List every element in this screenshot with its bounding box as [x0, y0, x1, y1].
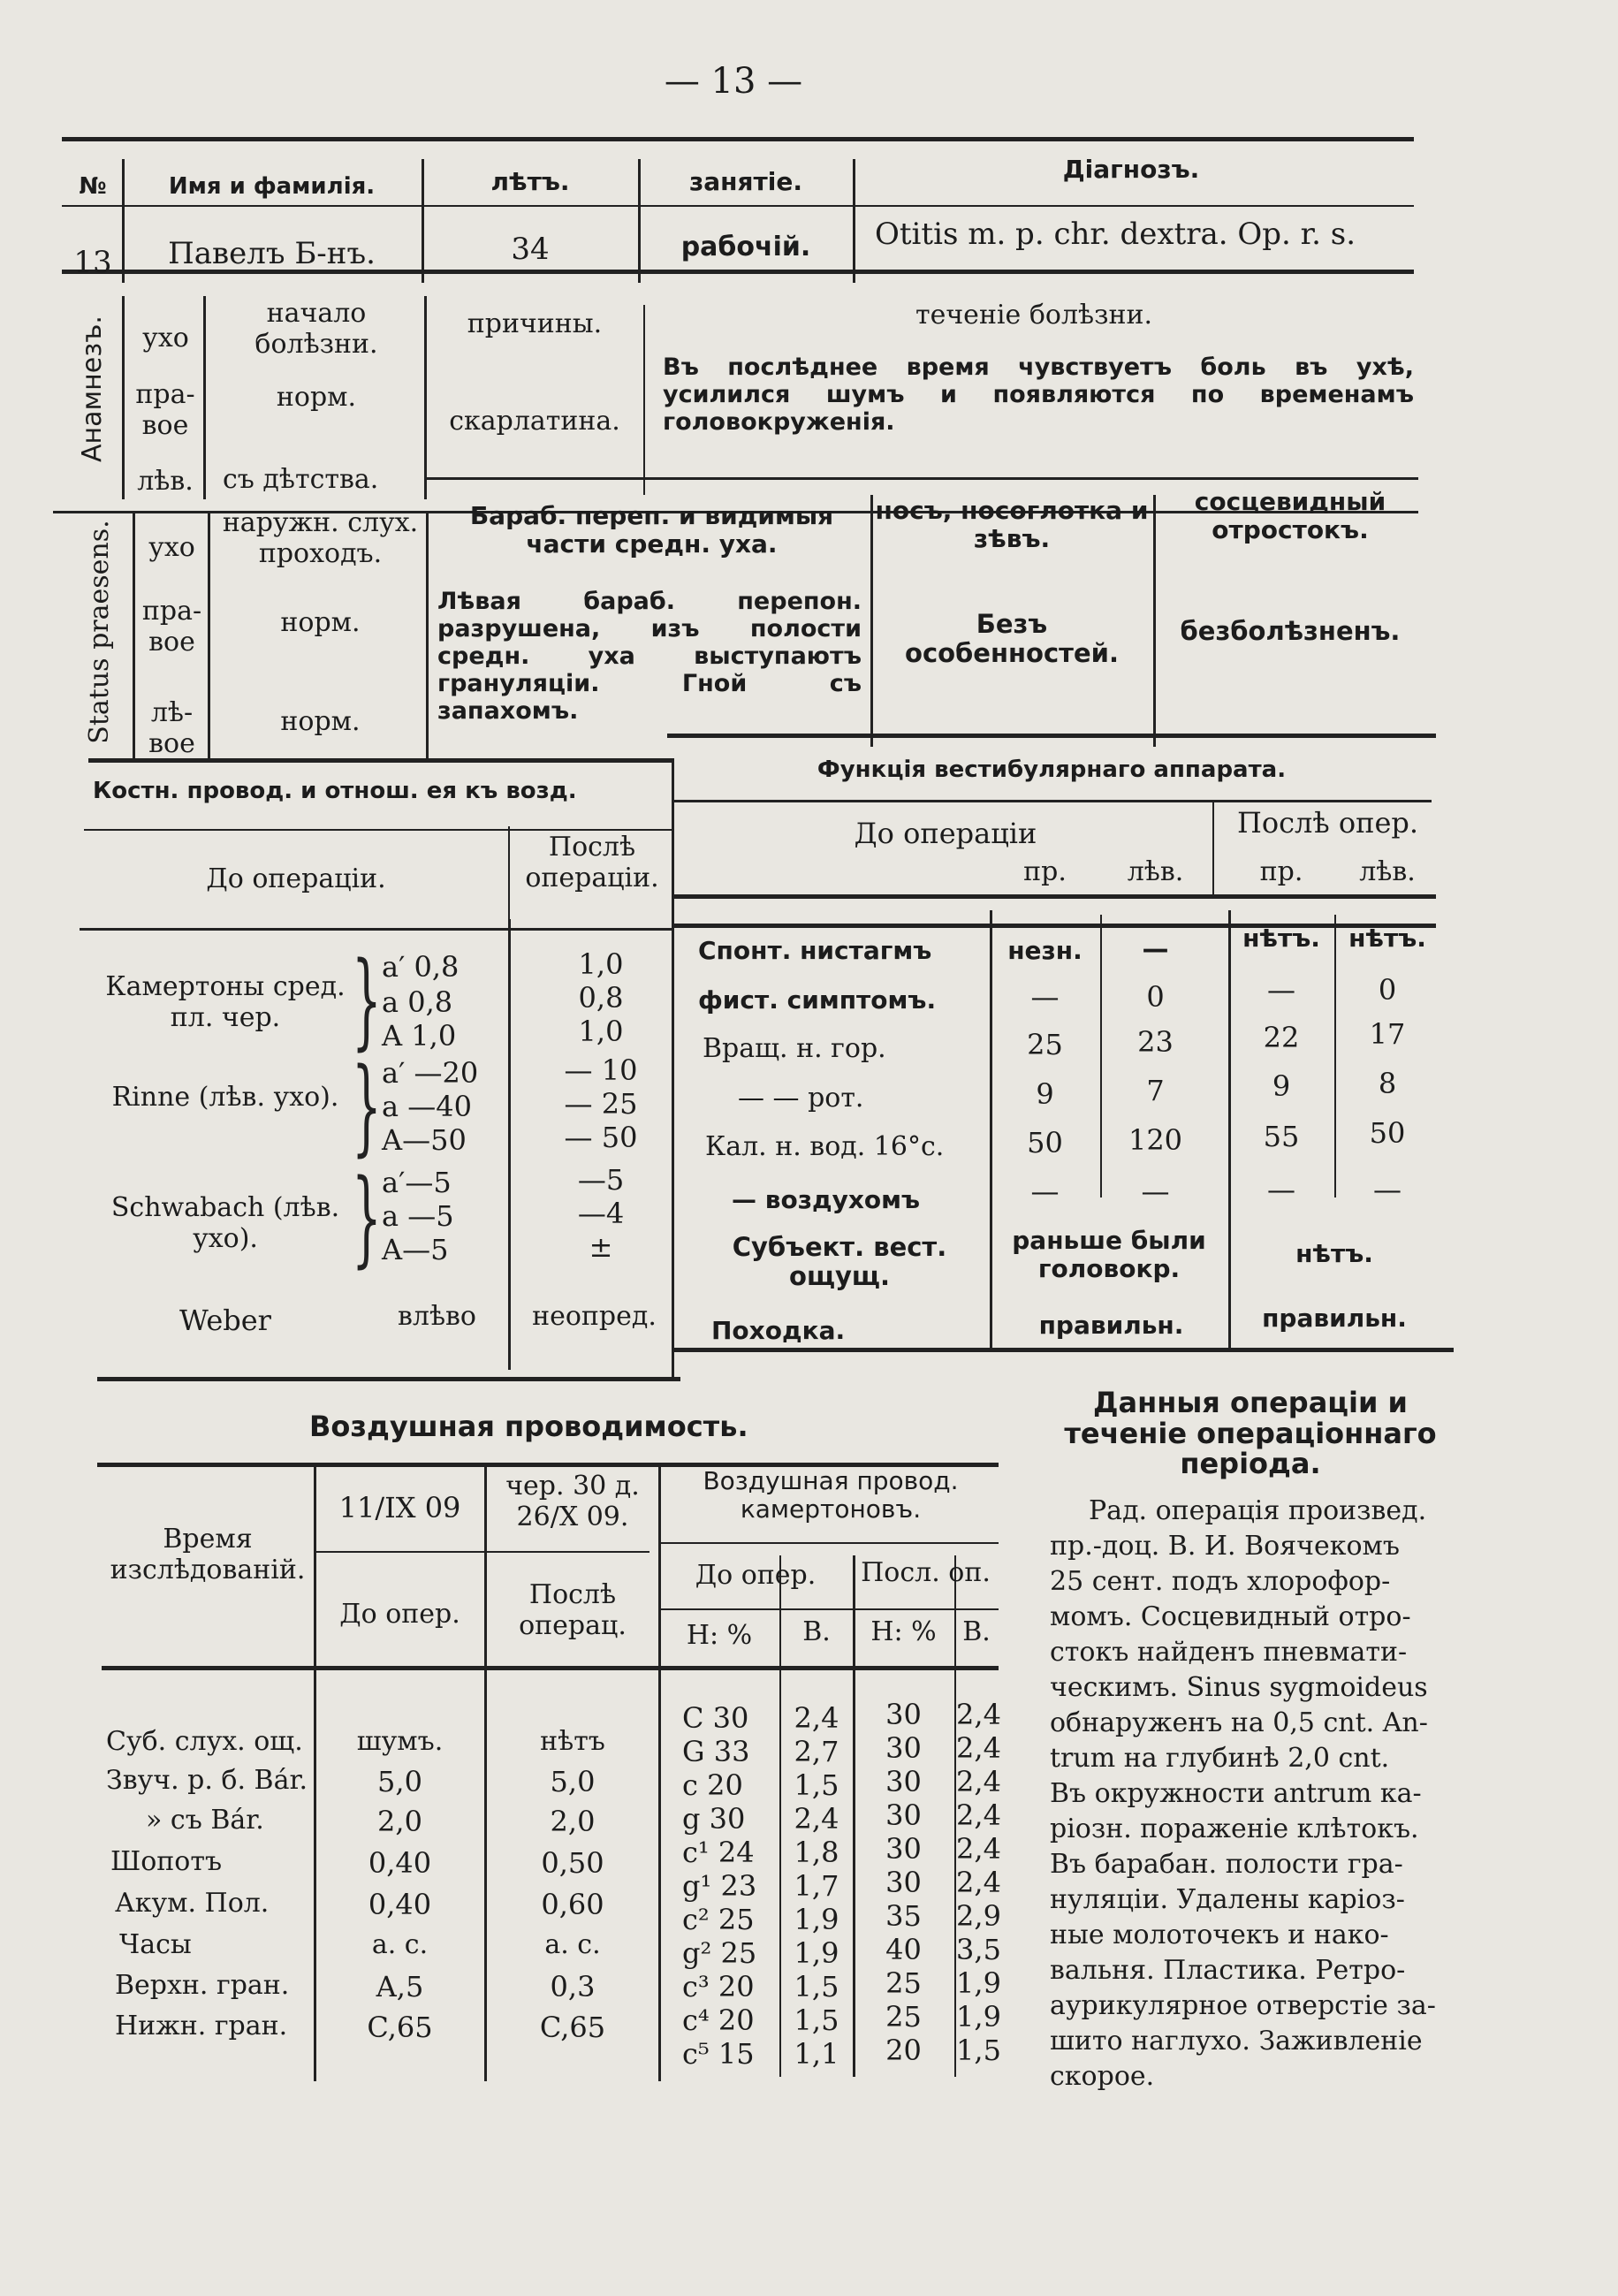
col-header-number: №	[79, 173, 107, 200]
vestibular-value: 7	[1146, 1074, 1165, 1107]
bone-after-value: ±	[589, 1230, 613, 1264]
air-b-header: B.	[802, 1616, 831, 1647]
bone-before-value: a —5	[382, 1199, 454, 1233]
bone-before-value: A 1,0	[382, 1019, 457, 1053]
operation-line: пр.-доц. В. И. Воячекомъ	[1050, 1531, 1400, 1562]
fork-value: 30	[885, 1698, 922, 1731]
patient-age: 34	[511, 232, 550, 267]
air-title: Воздушная проводимость.	[309, 1410, 748, 1443]
vestibular-row-label: Субъект. вест. ощущ.	[732, 1232, 947, 1292]
col-header-name: Имя и фамилія.	[168, 173, 376, 200]
vestibular-sub-header: лѣв.	[1359, 856, 1416, 887]
vestibular-value: 25	[1027, 1028, 1063, 1061]
status-tympanum-header: Бараб. переп. и видимыя части средн. уха.	[469, 501, 834, 559]
air-forks-after: Посл. оп.	[861, 1557, 991, 1588]
fork-value: c² 25	[682, 1903, 755, 1936]
air-time-header: Время изслѣдованій.	[110, 1524, 306, 1585]
fork-value: c³ 20	[682, 1970, 755, 2003]
rule	[658, 1608, 999, 1610]
operation-line: ріозн. пораженіе клѣтокъ.	[1050, 1813, 1419, 1844]
vestibular-row-label: Кал. н. вод. 16°c.	[705, 1131, 945, 1162]
status-nose-text: Безъ особенностей.	[905, 609, 1119, 669]
vestibular-after-header: Послѣ опер.	[1236, 806, 1419, 840]
air-value-after: a. c.	[544, 1929, 601, 1960]
anamnesis-left-onset: съ дѣтства.	[223, 464, 379, 495]
air-b-header: B.	[962, 1616, 991, 1647]
fork-value: 1,5	[794, 1970, 839, 2003]
vestibular-value: 0	[1378, 973, 1397, 1007]
air-value-before: 5,0	[377, 1765, 422, 1798]
rule	[62, 137, 1414, 141]
diagnosis: Otitis m. p. chr. dextra. Op. r. s.	[875, 217, 1356, 252]
air-value-before: 0,40	[368, 1846, 432, 1880]
vestibular-value: 8	[1378, 1067, 1397, 1100]
operation-line: скорое.	[1050, 2061, 1155, 2092]
vestibular-gait-before: правильн.	[1038, 1311, 1184, 1340]
vestibular-sub-header: лѣв.	[1127, 856, 1184, 887]
bone-after-value: 0,8	[578, 981, 624, 1015]
rule	[508, 826, 510, 932]
air-date-before: 11/IX 09	[338, 1491, 461, 1524]
operation-line: 25 сент. подъ хлорофор-	[1050, 1566, 1391, 1597]
status-right-ear: пра-вое	[141, 596, 202, 658]
vestibular-value: 50	[1369, 1116, 1406, 1150]
operation-line: стокъ найденъ пневмати-	[1050, 1637, 1408, 1668]
fork-value: 1,8	[794, 1836, 839, 1869]
fork-value: 30	[885, 1866, 922, 1899]
air-row-label: Часы	[119, 1929, 192, 1960]
fork-value: 2,7	[794, 1735, 839, 1768]
fork-value: 1,9	[794, 1936, 839, 1970]
brace: }	[352, 1045, 382, 1167]
air-value-before: A,5	[376, 1970, 424, 2003]
anamnesis-onset-header: начало болѣзни.	[254, 298, 378, 360]
bone-before-value: a′—5	[382, 1166, 452, 1199]
rule	[508, 919, 511, 1370]
rule	[84, 829, 672, 831]
air-value-before: 2,0	[377, 1805, 422, 1838]
air-before-op: До опер.	[339, 1599, 460, 1630]
bone-before-value: a —40	[382, 1090, 472, 1123]
bone-after-header: Послѣ операціи.	[525, 832, 659, 893]
rule	[62, 205, 1414, 207]
vestibular-value: —	[1141, 1175, 1170, 1208]
air-forks-before: До опер.	[695, 1560, 817, 1591]
bone-after-value: — 50	[564, 1121, 638, 1154]
page-number: — 13 —	[664, 61, 803, 102]
operation-line: момъ. Сосцевидный отро-	[1050, 1601, 1411, 1632]
vestibular-before-header: До операціи	[854, 817, 1037, 850]
vestibular-value: 120	[1128, 1123, 1183, 1157]
vestibular-value: нѣтъ.	[1242, 924, 1320, 953]
rule	[424, 477, 1418, 480]
fork-value: 2,4	[956, 1765, 1001, 1798]
fork-value: 30	[885, 1731, 922, 1765]
operation-line: обнаруженъ на 0,5 cnt. An-	[1050, 1707, 1428, 1738]
bone-before-value: a′ —20	[382, 1056, 479, 1090]
fork-value: c⁵ 15	[682, 2037, 755, 2071]
vestibular-sub-header: пр.	[1023, 856, 1067, 887]
anamnesis-course-header: теченіе болѣзни.	[915, 300, 1152, 331]
bone-after-value: —5	[577, 1163, 625, 1197]
status-left-ear: лѣ-вое	[148, 697, 195, 759]
rule	[870, 495, 873, 747]
air-h-percent-header: H: %	[870, 1616, 937, 1647]
anamnesis-right-onset: норм.	[276, 382, 357, 413]
bone-after-value: 1,0	[578, 947, 624, 981]
bone-group-label: Камертоны сред. пл. чер.	[105, 971, 346, 1033]
operation-line: Въ окружности antrum ка-	[1050, 1778, 1422, 1809]
brace: }	[352, 939, 382, 1061]
fork-value: 2,4	[794, 1701, 839, 1735]
bone-title: Костн. провод. и отнош. ея къ возд.	[93, 778, 577, 804]
air-value-after: 0,3	[550, 1970, 596, 2003]
bone-after-value: — 10	[564, 1053, 638, 1087]
anamnesis-causes-value: скарлатина.	[449, 406, 620, 437]
air-row-label: Шопотъ	[110, 1846, 223, 1877]
rule	[122, 296, 125, 499]
rule	[853, 159, 855, 283]
anamnesis-causes-header: причины.	[467, 308, 603, 339]
air-value-after: нѣтъ	[540, 1726, 605, 1757]
rule	[672, 894, 1436, 899]
fork-value: 1,9	[794, 1903, 839, 1936]
operation-line: ческимъ. Sinus sygmoideus	[1050, 1672, 1428, 1703]
rule	[643, 305, 645, 495]
fork-value: 3,5	[956, 1933, 1001, 1966]
fork-value: 1,9	[956, 1966, 1001, 2000]
vestibular-row-label: — воздухомъ	[732, 1185, 921, 1214]
bone-after-value: — 25	[564, 1087, 638, 1121]
fork-value: 2,4	[956, 1866, 1001, 1899]
air-value-before: шумъ.	[356, 1726, 444, 1757]
operation-title: Данныя операціи и теченіе операціоннаго періода.	[1064, 1386, 1437, 1481]
rule	[97, 1377, 680, 1381]
status-side-label: Status praesens.	[84, 520, 115, 744]
vestibular-row-label: Вращ. н. гор.	[703, 1033, 886, 1064]
anamnesis-right-ear: пра-вое	[135, 379, 195, 441]
brace: }	[352, 1156, 382, 1278]
fork-value: 1,1	[794, 2037, 839, 2071]
anamnesis-left-ear: лѣв.	[137, 466, 194, 497]
fork-value: C 30	[682, 1701, 749, 1735]
operation-line: вальня. Пластика. Ретро-	[1050, 1955, 1406, 1986]
fork-value: G 33	[682, 1735, 750, 1768]
air-after-op: Послѣ операц.	[519, 1579, 627, 1641]
operation-line: аурикулярное отверстіе за-	[1050, 1990, 1436, 2021]
air-date-after: чер. 30 д. 26/X 09.	[505, 1471, 640, 1532]
fork-value: 1,5	[794, 2003, 839, 2037]
vestibular-title: Функція вестибулярнаго аппарата.	[817, 756, 1287, 783]
vestibular-subj-before: раньше были головокр.	[1012, 1226, 1206, 1284]
air-h-percent-header: H: %	[686, 1620, 753, 1651]
vestibular-sub-header: пр.	[1259, 856, 1303, 887]
fork-value: 2,4	[956, 1798, 1001, 1832]
operation-line: нуляціи. Удалены каріоз-	[1050, 1884, 1405, 1915]
operation-line: шито наглухо. Заживленіе	[1050, 2026, 1423, 2057]
air-value-before: C,65	[367, 2011, 433, 2044]
air-value-after: 2,0	[550, 1805, 596, 1838]
bone-group-label: Schwabach (лѣв. ухо).	[110, 1192, 340, 1254]
vestibular-value: 9	[1272, 1069, 1291, 1103]
weber-label: Weber	[179, 1304, 271, 1337]
rule	[102, 1666, 999, 1670]
patient-occupation: рабочій.	[680, 232, 811, 262]
rule	[484, 1463, 487, 2081]
status-ear-header: ухо	[148, 532, 195, 563]
status-tympanum-text: Лѣвая бараб. перепон. разрушена, изъ полости средн. уха выступаютъ грануляціи. Гной съ запахомъ.	[437, 588, 862, 726]
bone-before-value: A—50	[382, 1123, 467, 1157]
status-left-canal: норм.	[280, 706, 361, 737]
rule	[1212, 800, 1214, 897]
air-row-label: » съ Bár.	[146, 1805, 264, 1836]
vestibular-row-label: — — рот.	[738, 1083, 864, 1114]
rule	[424, 296, 427, 499]
fork-value: 30	[885, 1832, 922, 1866]
vestibular-value: —	[1142, 934, 1169, 965]
status-right-canal: норм.	[280, 607, 361, 638]
status-nose-header: носъ, носоглотка и зѣвъ.	[875, 496, 1149, 554]
rule	[658, 1542, 999, 1544]
vestibular-row-label: Спонт. нистагмъ	[698, 936, 932, 965]
fork-value: c 20	[682, 1768, 743, 1802]
col-header-occupation: занятіе.	[689, 167, 802, 196]
air-row-label: Нижн. гран.	[115, 2011, 288, 2041]
col-header-diagnosis: Діагнозъ.	[1062, 155, 1200, 184]
anamnesis-side-label: Анамнезъ.	[77, 316, 108, 462]
air-value-after: C,65	[539, 2011, 606, 2044]
fork-value: 1,9	[956, 2000, 1001, 2034]
bone-before-value: a′ 0,8	[382, 950, 460, 984]
vestibular-value: нѣтъ.	[1348, 924, 1426, 953]
bone-before-value: A—5	[382, 1233, 449, 1266]
fork-value: c¹ 24	[682, 1836, 755, 1869]
vestibular-row-label: Походка.	[711, 1316, 846, 1345]
bone-after-value: —4	[577, 1197, 625, 1230]
fork-value: 2,4	[794, 1802, 839, 1836]
vestibular-value: 50	[1027, 1126, 1063, 1159]
vestibular-value: —	[1267, 1173, 1295, 1206]
fork-value: 30	[885, 1765, 922, 1798]
operation-line: trum на глубинѣ 2,0 cnt.	[1050, 1743, 1390, 1774]
rule	[1334, 915, 1336, 1197]
fork-value: 35	[885, 1899, 922, 1933]
vestibular-value: —	[1373, 1173, 1402, 1206]
vestibular-value: —	[1030, 980, 1060, 1014]
vestibular-subj-after: нѣтъ.	[1295, 1239, 1373, 1268]
fork-value: 2,4	[956, 1731, 1001, 1765]
anamnesis-ear-header: ухо	[142, 323, 189, 354]
vestibular-value: 9	[1036, 1077, 1054, 1111]
fork-value: 40	[885, 1933, 922, 1966]
rule	[314, 1463, 316, 2081]
vestibular-value: 17	[1369, 1017, 1406, 1051]
vestibular-value: —	[1030, 1175, 1060, 1208]
fork-value: 25	[885, 1966, 922, 2000]
vestibular-value: 55	[1263, 1120, 1300, 1153]
bone-group-label: Rinne (лѣв. ухо).	[111, 1082, 339, 1113]
air-value-after: 5,0	[550, 1765, 596, 1798]
air-row-label: Акум. Пол.	[115, 1888, 270, 1919]
fork-value: 2,9	[956, 1899, 1001, 1933]
fork-value: 2,4	[956, 1832, 1001, 1866]
fork-value: 20	[885, 2034, 922, 2067]
rule	[672, 1348, 1454, 1352]
air-row-label: Суб. слух. ощ.	[106, 1726, 303, 1757]
fork-value: g 30	[682, 1802, 746, 1836]
rule	[667, 734, 1436, 738]
patient-name: Павелъ Б-нъ.	[168, 236, 376, 271]
air-row-label: Звуч. р. б. Bár.	[106, 1765, 308, 1796]
vestibular-value: —	[1267, 973, 1295, 1007]
rule	[1153, 495, 1156, 747]
air-value-after: 0,50	[541, 1846, 604, 1880]
rule	[672, 758, 674, 1377]
weber-after: неопред.	[532, 1301, 657, 1332]
operation-line: Рад. операція произвед.	[1089, 1495, 1427, 1526]
operation-line: ные молоточекъ и нако-	[1050, 1920, 1389, 1950]
fork-value: 25	[885, 2000, 922, 2034]
bone-after-value: 1,0	[578, 1015, 624, 1048]
air-value-after: 0,60	[541, 1888, 604, 1921]
fork-value: 1,7	[794, 1869, 839, 1903]
rule	[672, 800, 1432, 802]
vestibular-value: 23	[1137, 1025, 1174, 1059]
operation-line: Въ барабан. полости гра-	[1050, 1849, 1403, 1880]
anamnesis-course-text: Въ послѣднее время чувствуетъ боль въ ухѣ, усилился шумъ и появляются по временамъ головокруженія.	[663, 354, 1414, 437]
rule	[80, 928, 672, 931]
air-value-before: 0,40	[368, 1888, 432, 1921]
air-row-label: Верхн. гран.	[115, 1970, 290, 2001]
fork-value: 2,4	[956, 1698, 1001, 1731]
air-forks-header: Воздушная провод. камертоновъ.	[703, 1466, 959, 1524]
status-mastoid-text: безболѣзненъ.	[1180, 616, 1401, 646]
bone-before-value: a 0,8	[382, 985, 453, 1019]
vestibular-row-label: фист. симптомъ.	[698, 985, 937, 1015]
vestibular-value: 0	[1146, 980, 1165, 1014]
weber-before: влѣво	[398, 1301, 476, 1332]
vestibular-value: 22	[1263, 1021, 1300, 1054]
rule	[658, 1463, 661, 2081]
rule	[88, 758, 672, 763]
fork-value: g² 25	[682, 1936, 757, 1970]
vestibular-gait-after: правильн.	[1262, 1304, 1407, 1333]
fork-value: 1,5	[956, 2034, 1001, 2067]
fork-value: 30	[885, 1798, 922, 1832]
rule	[314, 1551, 649, 1553]
rule	[779, 1555, 781, 2077]
col-header-age: лѣтъ.	[490, 167, 570, 196]
case-number: 13	[73, 245, 112, 280]
status-mastoid-header: сосцевидный отростокъ.	[1194, 487, 1386, 545]
air-value-before: a. c.	[371, 1929, 429, 1960]
fork-value: 1,5	[794, 1768, 839, 1802]
fork-value: c⁴ 20	[682, 2003, 755, 2037]
fork-value: g¹ 23	[682, 1869, 757, 1903]
vestibular-value: незн.	[1007, 936, 1082, 965]
status-canal-header: наружн. слух. проходъ.	[222, 507, 419, 569]
bone-before-header: До операціи.	[206, 863, 386, 894]
